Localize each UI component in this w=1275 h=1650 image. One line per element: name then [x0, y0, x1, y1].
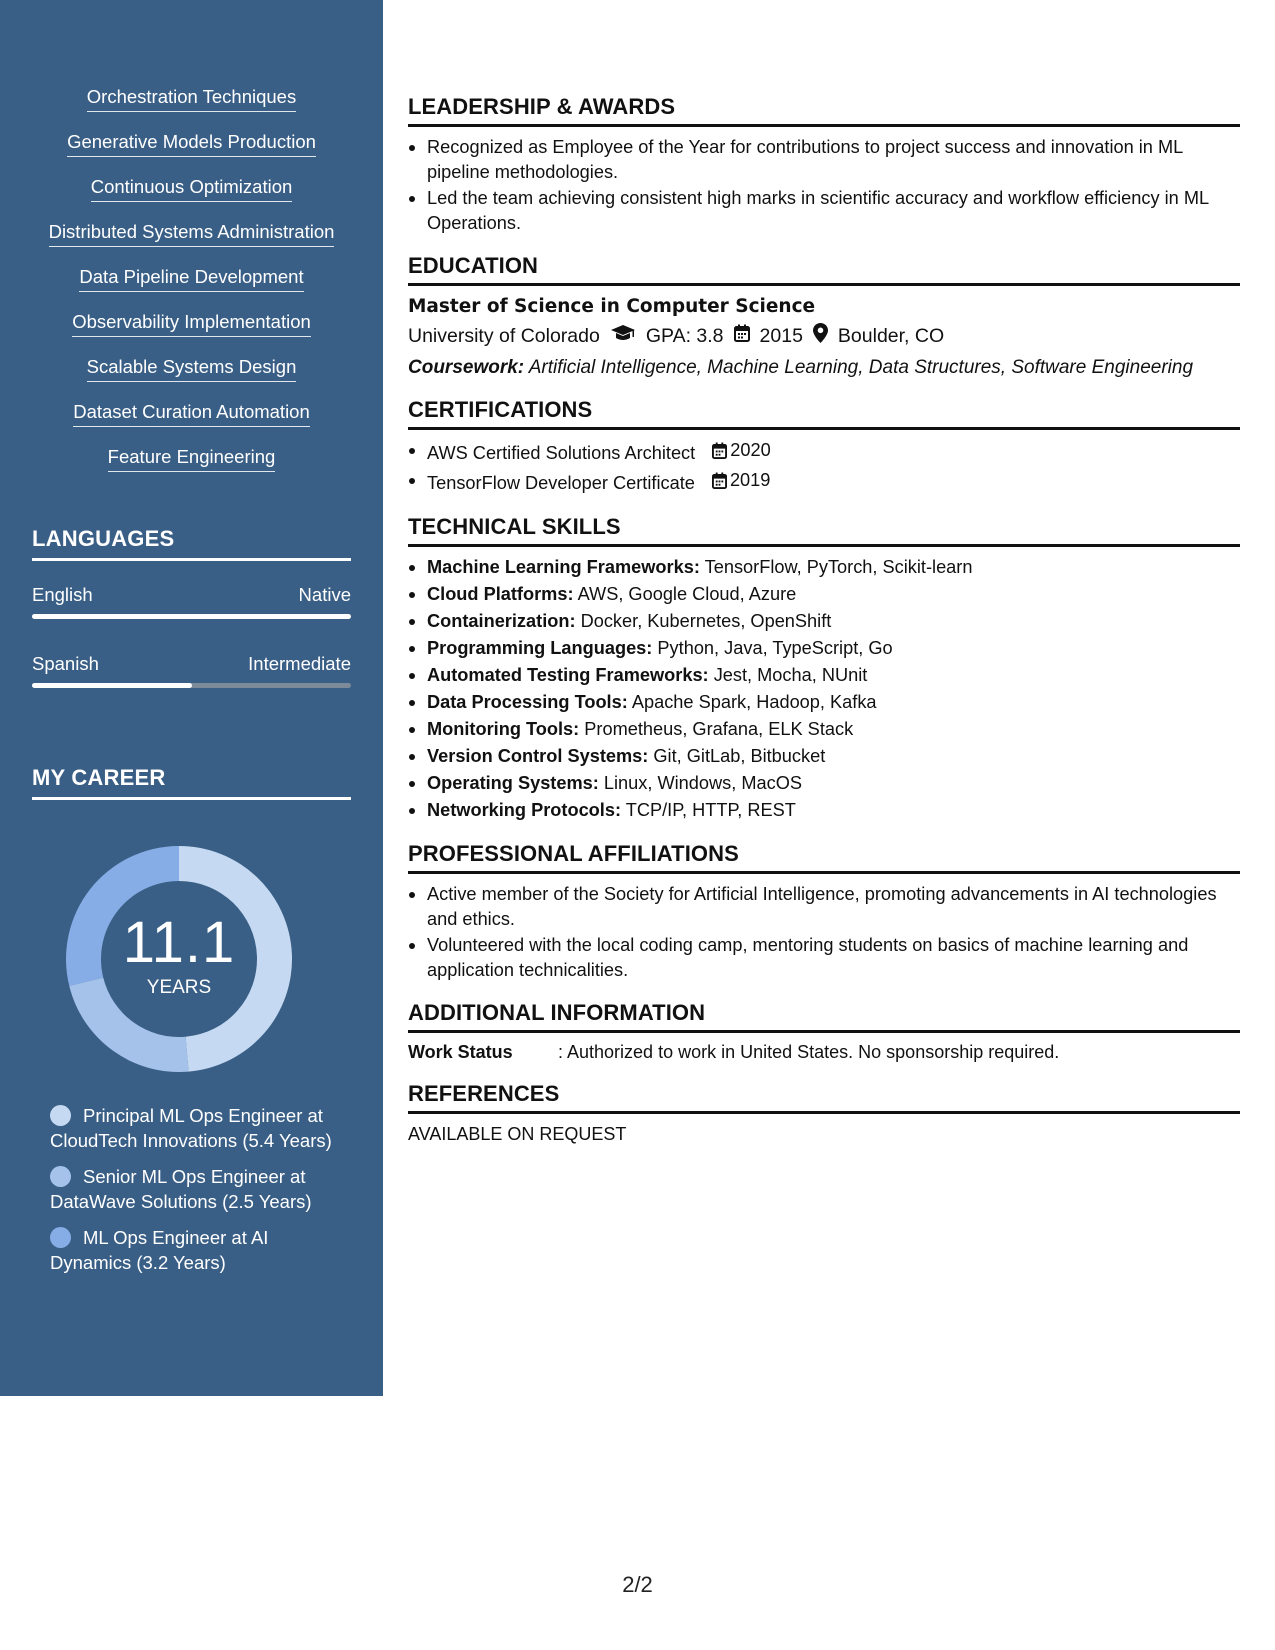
career-role-label: Principal ML Ops Engineer at CloudTech Innovations (5.4 Years): [50, 1105, 332, 1151]
skill-label: Distributed Systems Administration: [49, 220, 335, 247]
skill-item: [0, 355, 383, 400]
section-title: CERTIFICATIONS: [408, 397, 1240, 430]
language-row-english: [32, 584, 351, 606]
skill-values: TCP/IP, HTTP, REST: [625, 800, 796, 820]
page-number: 2/2: [622, 1572, 653, 1597]
list-item: Volunteered with the local coding camp, mentoring students on basics of machine learning and application technicalities.: [408, 933, 1240, 982]
career-heading: MY CAREER: [32, 765, 351, 800]
skill-item: [0, 445, 383, 490]
skill-item: [0, 310, 383, 355]
language-level: Native: [298, 584, 351, 605]
skill-category: Automated Testing Frameworks:: [427, 665, 709, 685]
skill-category: Networking Protocols:: [427, 800, 622, 820]
skill-category: Cloud Platforms:: [427, 584, 574, 604]
skill-label: Orchestration Techniques: [87, 85, 296, 112]
technical-skills-section: [408, 514, 1240, 823]
skill-values: TensorFlow, PyTorch, Scikit-learn: [704, 557, 973, 577]
main-content: [408, 94, 1240, 1163]
skill-label: Dataset Curation Automation: [73, 400, 310, 427]
skill-item: [0, 85, 383, 130]
list-item: Led the team achieving consistent high marks in scientific accuracy and workflow efficiency in ML Operations.: [408, 186, 1240, 235]
skill-item: [0, 400, 383, 445]
language-name: Spanish: [32, 653, 99, 674]
skill-label: Scalable Systems Design: [87, 355, 297, 382]
skill-label: Generative Models Production: [67, 130, 316, 157]
skill-label: Continuous Optimization: [91, 175, 293, 202]
skill-values: Git, GitLab, Bitbucket: [653, 746, 826, 766]
section-title: REFERENCES: [408, 1081, 1240, 1114]
language-name: English: [32, 584, 93, 605]
skill-category: Programming Languages:: [427, 638, 653, 658]
career-role: [50, 1226, 340, 1275]
skill-row: [408, 798, 1240, 823]
skill-category: Machine Learning Frameworks:: [427, 557, 700, 577]
language-row-spanish: [32, 653, 351, 675]
skills-list: [0, 85, 383, 490]
skill-values: Prometheus, Grafana, ELK Stack: [584, 719, 854, 739]
certification-item: [408, 438, 1240, 466]
career-role-label: Senior ML Ops Engineer at DataWave Solutions (2.5 Years): [50, 1166, 312, 1212]
skill-values: Jest, Mocha, NUnit: [713, 665, 868, 685]
calendar-icon: [734, 324, 750, 348]
career-role: [50, 1104, 340, 1153]
skill-category: Data Processing Tools:: [427, 692, 628, 712]
graduation-cap-icon: [610, 324, 636, 348]
career-total-value: 11.1: [122, 910, 236, 975]
skill-item: [0, 130, 383, 175]
language-level: Intermediate: [248, 653, 351, 674]
skill-item: [0, 175, 383, 220]
work-status-value: : Authorized to work in United States. No sponsorship required.: [558, 1042, 1060, 1062]
references-text: AVAILABLE ON REQUEST: [408, 1124, 627, 1144]
certification-name: AWS Certified Solutions Architect: [427, 443, 696, 463]
skill-values: Docker, Kubernetes, OpenShift: [580, 611, 832, 631]
list-item: Recognized as Employee of the Year for contributions to project success and innovation in ML pipeline methodologies.: [408, 135, 1240, 184]
certifications-section: [408, 397, 1240, 496]
certification-name: TensorFlow Developer Certificate: [427, 473, 695, 493]
section-title: EDUCATION: [408, 253, 1240, 286]
education-details: [408, 323, 1240, 349]
leadership-section: [408, 94, 1240, 235]
references-section: [408, 1081, 1240, 1145]
affiliations-section: [408, 841, 1240, 982]
language-bar-fill: [32, 683, 192, 688]
career-legend: [50, 1104, 340, 1287]
coursework: [408, 357, 1240, 379]
skill-category: Monitoring Tools:: [427, 719, 580, 739]
section-title: TECHNICAL SKILLS: [408, 514, 1240, 547]
skill-row: [408, 771, 1240, 796]
skill-row: [408, 555, 1240, 580]
skill-row: [408, 636, 1240, 661]
work-status-row: [408, 1042, 1240, 1063]
gpa: GPA: 3.8: [645, 324, 724, 347]
languages-heading: LANGUAGES: [32, 526, 351, 561]
skill-values: Python, Java, TypeScript, Go: [657, 638, 893, 658]
skill-item: [0, 265, 383, 310]
skill-category: Containerization:: [427, 611, 576, 631]
section-title: LEADERSHIP & AWARDS: [408, 94, 1240, 127]
legend-dot-icon: [50, 1105, 71, 1126]
career-total-unit: YEARS: [146, 977, 212, 998]
sidebar: [0, 0, 383, 1396]
list-item: Active member of the Society for Artificial Intelligence, promoting advancements in AI technologies and ethics.: [408, 882, 1240, 931]
additional-info-section: [408, 1000, 1240, 1063]
degree: Master of Science in Computer Science: [408, 296, 816, 317]
skill-label: Feature Engineering: [108, 445, 276, 472]
certification-year: 2019: [729, 470, 771, 490]
career-role-label: ML Ops Engineer at AI Dynamics (3.2 Years): [50, 1227, 269, 1273]
calendar-icon: [712, 442, 727, 459]
calendar-icon: [712, 472, 727, 489]
coursework-list: Artificial Intelligence, Machine Learning, Data Structures, Software Engineering: [528, 357, 1194, 378]
skill-row: [408, 663, 1240, 688]
skill-row: [408, 609, 1240, 634]
skill-category: Version Control Systems:: [427, 746, 649, 766]
coursework-label: Coursework:: [408, 357, 525, 378]
career-role: [50, 1165, 340, 1214]
skill-values: AWS, Google Cloud, Azure: [577, 584, 797, 604]
skill-row: [408, 744, 1240, 769]
career-total: [66, 846, 292, 1072]
skill-values: Apache Spark, Hadoop, Kafka: [631, 692, 877, 712]
skill-values: Linux, Windows, MacOS: [603, 773, 802, 793]
legend-dot-icon: [50, 1227, 71, 1248]
location-pin-icon: [813, 323, 828, 349]
skill-row: [408, 582, 1240, 607]
language-bar-fill: [32, 614, 351, 619]
language-bar-english: [32, 614, 351, 619]
section-title: PROFESSIONAL AFFILIATIONS: [408, 841, 1240, 874]
work-status-label: Work Status: [408, 1042, 513, 1062]
skill-row: [408, 690, 1240, 715]
school: University of Colorado: [408, 324, 600, 347]
skill-label: Data Pipeline Development: [79, 265, 303, 292]
section-title: ADDITIONAL INFORMATION: [408, 1000, 1240, 1033]
graduation-year: 2015: [759, 324, 803, 347]
legend-dot-icon: [50, 1166, 71, 1187]
language-bar-spanish: [32, 683, 351, 688]
education-section: [408, 253, 1240, 379]
skill-category: Operating Systems:: [427, 773, 599, 793]
certification-item: [408, 468, 1240, 496]
location: Boulder, CO: [837, 324, 945, 347]
certification-year: 2020: [730, 440, 771, 460]
skill-label: Observability Implementation: [72, 310, 311, 337]
skill-item: [0, 220, 383, 265]
skill-row: [408, 717, 1240, 742]
